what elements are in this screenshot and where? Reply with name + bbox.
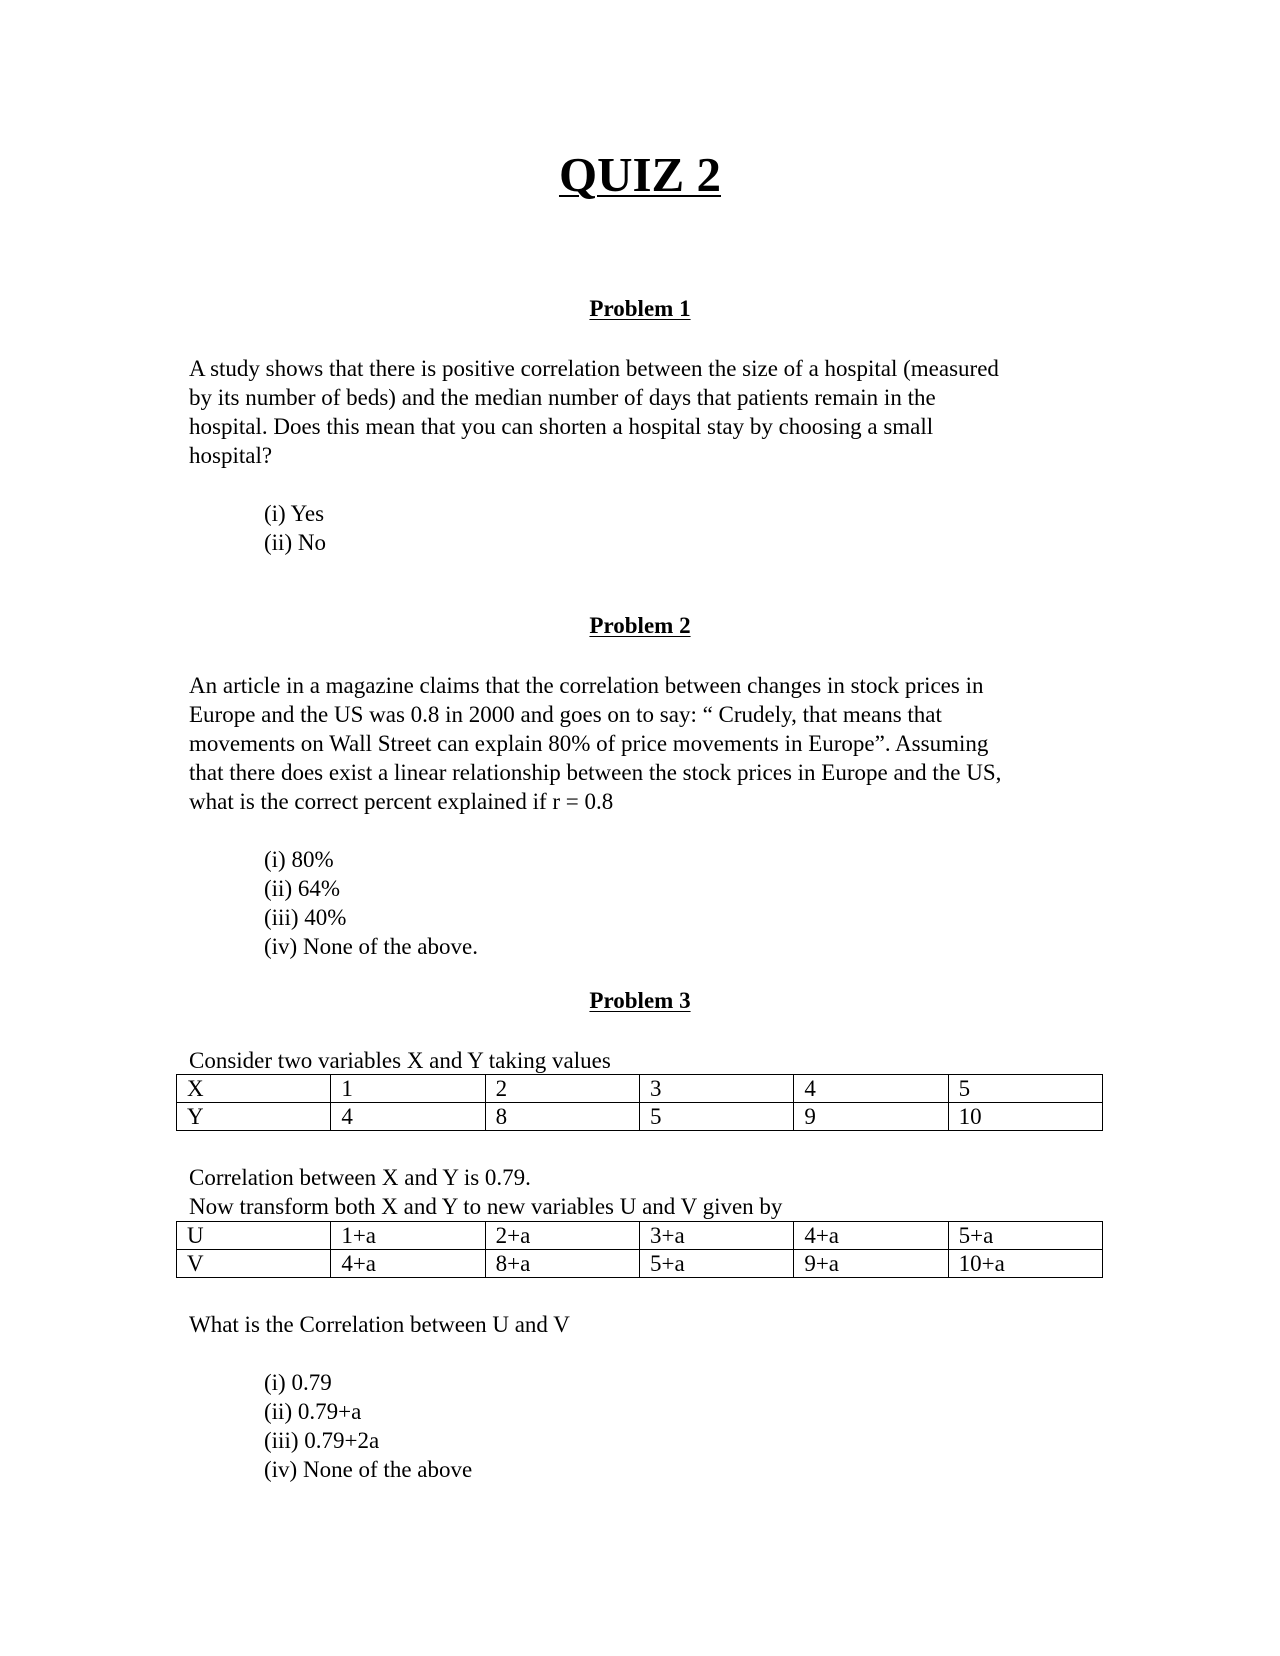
- option-item: (i) 80%: [264, 847, 334, 872]
- problem-2-options: [264, 845, 478, 961]
- problem-2-line: An article in a magazine claims that the correlation between changes in stock prices in: [189, 673, 984, 698]
- table-cell: 3: [639, 1075, 793, 1103]
- table-cell: 3+a: [639, 1222, 793, 1250]
- problem-2-text: [189, 671, 1089, 816]
- table-cell: 1+a: [331, 1222, 485, 1250]
- problem-2-line: that there does exist a linear relationship between the stock prices in Europe and the US,: [189, 760, 1002, 785]
- table-cell: 4: [331, 1103, 485, 1131]
- option-item: (i) 0.79: [264, 1370, 332, 1395]
- table-cell: Y: [177, 1103, 331, 1131]
- table-cell: 10: [948, 1103, 1102, 1131]
- table-cell: 5: [948, 1075, 1102, 1103]
- transform-line: Now transform both X and Y to new variables U and V given by: [189, 1194, 783, 1219]
- problem-1-line: hospital?: [189, 443, 273, 468]
- option-item: (iv) None of the above: [264, 1457, 473, 1482]
- problem-3-transform-text: [189, 1163, 1089, 1221]
- problem-2-line: Europe and the US was 0.8 in 2000 and goes on to say: “ Crudely, that means that: [189, 702, 942, 727]
- table-row: [177, 1250, 1103, 1278]
- table-cell: 4+a: [331, 1250, 485, 1278]
- problem-2-line: movements on Wall Street can explain 80% of price movements in Europe”. Assuming: [189, 731, 989, 756]
- option-item: (iii) 40%: [264, 905, 347, 930]
- table-cell: 2+a: [485, 1222, 639, 1250]
- table-cell: 2: [485, 1075, 639, 1103]
- question-line: What is the Correlation between U and V: [189, 1312, 570, 1337]
- table-cell: 10+a: [948, 1250, 1102, 1278]
- table-row: [177, 1222, 1103, 1250]
- table-cell: 4: [794, 1075, 948, 1103]
- table-cell: 8: [485, 1103, 639, 1131]
- option-item: (iii) 0.79+2a: [264, 1428, 380, 1453]
- table-cell: V: [177, 1250, 331, 1278]
- option-item: (ii) No: [264, 530, 326, 555]
- table-row: [177, 1075, 1103, 1103]
- problem-1-line: by its number of beds) and the median number of days that patients remain in the: [189, 385, 936, 410]
- problem-2-heading: Problem 2: [589, 613, 691, 638]
- problem-1-heading: Problem 1: [589, 296, 691, 321]
- table-cell: U: [177, 1222, 331, 1250]
- option-item: (i) Yes: [264, 501, 325, 526]
- problem-3-intro: [189, 1046, 1089, 1075]
- option-item: (ii) 64%: [264, 876, 341, 901]
- problem-3-heading: Problem 3: [589, 988, 691, 1013]
- table-cell: 5: [639, 1103, 793, 1131]
- table-cell: 4+a: [794, 1222, 948, 1250]
- option-item: (iv) None of the above.: [264, 934, 478, 959]
- table-cell: 8+a: [485, 1250, 639, 1278]
- option-item: (ii) 0.79+a: [264, 1399, 362, 1424]
- table-cell: 9+a: [794, 1250, 948, 1278]
- problem-1-text: [189, 354, 1089, 470]
- table-cell: 9: [794, 1103, 948, 1131]
- correlation-line: Correlation between X and Y is 0.79.: [189, 1165, 531, 1190]
- table-cell: 5+a: [948, 1222, 1102, 1250]
- problem-1-options: [264, 499, 326, 557]
- page-title: QUIZ 2: [558, 147, 721, 202]
- problem-3-question: [189, 1310, 1089, 1339]
- table-row: [177, 1103, 1103, 1131]
- problem-2-line: what is the correct percent explained if r = 0.8: [189, 789, 614, 814]
- xy-values-table: [176, 1074, 1103, 1131]
- problem-3-intro-line: Consider two variables X and Y taking values: [189, 1048, 611, 1073]
- table-cell: X: [177, 1075, 331, 1103]
- problem-1-line: hospital. Does this mean that you can shorten a hospital stay by choosing a small: [189, 414, 934, 439]
- table-cell: 1: [331, 1075, 485, 1103]
- problem-3-options: [264, 1368, 472, 1484]
- uv-values-table: [176, 1221, 1103, 1278]
- problem-1-line: A study shows that there is positive correlation between the size of a hospital (measured: [189, 356, 999, 381]
- table-cell: 5+a: [639, 1250, 793, 1278]
